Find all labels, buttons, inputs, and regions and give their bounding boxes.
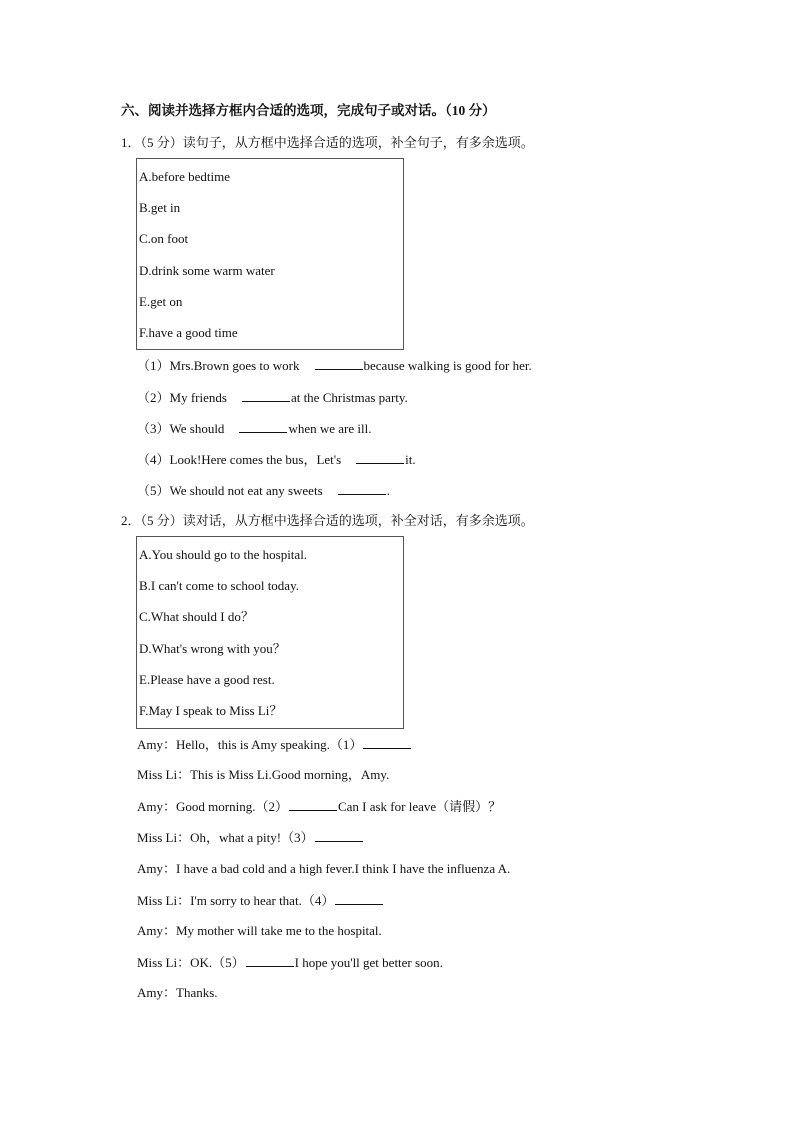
q2-option-c: C.What should I do？ — [139, 609, 254, 624]
q1-option-f: F.have a good time — [139, 325, 238, 340]
dialogue-text-after: Can I ask for leave（请假）？ — [337, 799, 502, 814]
dialogue-line-2 — [137, 767, 389, 783]
item-number: （4） — [137, 452, 170, 467]
dialogue-line-4 — [137, 829, 364, 846]
q1-option-c: C.on foot — [139, 231, 189, 246]
q1-options-box — [136, 158, 404, 350]
item-text-before: We should — [169, 421, 225, 436]
dialogue-line-3 — [137, 798, 501, 815]
q2-option-e: E.Please have a good rest. — [139, 672, 275, 687]
answer-blank[interactable] — [239, 420, 287, 433]
item-text-after: . — [386, 483, 390, 498]
q1-item-5 — [137, 482, 390, 499]
item-text-before: We should not eat any sweets — [169, 483, 323, 498]
dialogue-text: Miss Li：Oh，what a pity!（3） — [137, 830, 314, 845]
q2-option-f: F.May I speak to Miss Li？ — [139, 703, 283, 718]
section-title: 六、阅读并选择方框内合适的选项，完成句子或对话。（10 分） — [121, 103, 496, 118]
dialogue-line-9 — [137, 985, 218, 1001]
answer-blank[interactable] — [315, 829, 363, 842]
item-number: （5） — [137, 483, 170, 498]
q2-options-box — [136, 536, 404, 729]
q2-option-b: B.I can't come to school today. — [139, 578, 299, 593]
item-text-before: Look!Here comes the bus，Let's — [169, 452, 342, 467]
dialogue-text: Amy：I have a bad cold and a high fever.I think I have the influenza A. — [137, 861, 511, 876]
dialogue-text: Amy：Good morning.（2） — [137, 799, 288, 814]
q1-item-4 — [137, 451, 416, 468]
question-2-heading: 2．（5 分）读对话，从方框中选择合适的选项，补全对话，有多余选项。 — [121, 513, 534, 528]
q1-option-a: A.before bedtime — [139, 169, 230, 184]
q1-item-1 — [137, 357, 532, 374]
question-1-heading: 1．（5 分）读句子，从方框中选择合适的选项，补全句子，有多余选项。 — [121, 135, 534, 150]
answer-blank[interactable] — [335, 892, 383, 905]
answer-blank[interactable] — [315, 357, 363, 370]
item-text-after: at the Christmas party. — [290, 390, 408, 405]
item-text-before: Mrs.Brown goes to work — [169, 358, 300, 373]
answer-blank[interactable] — [338, 482, 386, 495]
dialogue-text: Miss Li：OK.（5） — [137, 955, 245, 970]
q1-option-b: B.get in — [139, 200, 181, 215]
answer-blank[interactable] — [356, 451, 404, 464]
item-text-after: it. — [405, 452, 416, 467]
item-number: （1） — [137, 358, 170, 373]
item-number: （3） — [137, 421, 170, 436]
item-text-after: when we are ill. — [288, 421, 372, 436]
item-text-before: My friends — [169, 390, 227, 405]
dialogue-line-7 — [137, 923, 382, 939]
q1-item-2 — [137, 389, 408, 406]
dialogue-text: Amy：My mother will take me to the hospital. — [137, 923, 382, 938]
dialogue-line-6 — [137, 892, 384, 909]
dialogue-text: Miss Li：I'm sorry to hear that.（4） — [137, 893, 335, 908]
item-text-after: because walking is good for her. — [363, 358, 532, 373]
dialogue-line-8 — [137, 954, 443, 971]
dialogue-text: Amy：Thanks. — [137, 985, 218, 1000]
q2-option-d: D.What's wrong with you？ — [139, 641, 286, 656]
q1-option-d: D.drink some warm water — [139, 263, 275, 278]
answer-blank[interactable] — [289, 798, 337, 811]
dialogue-text: Miss Li：This is Miss Li.Good morning，Amy. — [137, 767, 390, 782]
answer-blank[interactable] — [363, 736, 411, 749]
q1-item-3 — [137, 420, 371, 437]
dialogue-text-after: I hope you'll get better soon. — [294, 955, 443, 970]
item-number: （2） — [137, 390, 170, 405]
dialogue-text: Amy：Hello，this is Amy speaking.（1） — [137, 737, 363, 752]
q2-option-a: A.You should go to the hospital. — [139, 547, 308, 562]
dialogue-line-1 — [137, 736, 412, 753]
dialogue-line-5 — [137, 861, 510, 877]
answer-blank[interactable] — [246, 954, 294, 967]
answer-blank[interactable] — [242, 389, 290, 402]
q1-option-e: E.get on — [139, 294, 183, 309]
